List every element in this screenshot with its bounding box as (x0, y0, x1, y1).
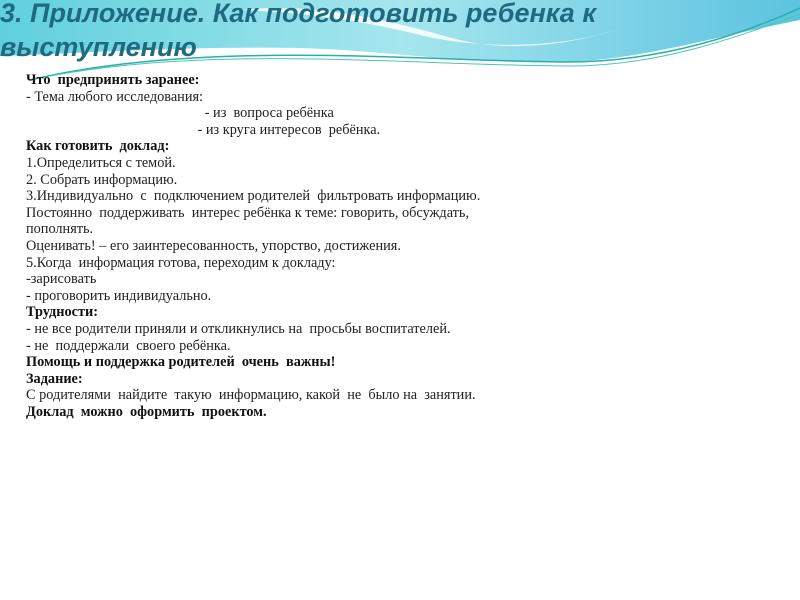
section-heading: Задание: (26, 370, 83, 387)
body-line: - Тема любого исследования: (26, 88, 204, 105)
body-line: пополнять. (26, 221, 94, 238)
body-line: 5.Когда информация готова, переходим к докладу: (26, 254, 336, 271)
section-heading: Помощь и поддержка родителей очень важны! (26, 354, 336, 371)
body-line: 2. Собрать информацию. (26, 171, 178, 188)
body-line: - не поддержали своего ребёнка. (26, 337, 231, 354)
section-heading: Как готовить доклад: (26, 138, 170, 155)
section-heading: Трудности: (26, 304, 98, 321)
body-line: Оценивать! – его заинтересованность, упорство, достижения. (26, 237, 401, 254)
body-line: - из круга интересов ребёнка. (26, 121, 381, 138)
section-heading: Доклад можно оформить проектом. (26, 403, 267, 420)
slide-body (26, 72, 666, 420)
body-line: Постоянно поддерживать интерес ребёнка к теме: говорить, обсуждать, (26, 204, 470, 221)
slide-title: 3. Приложение. Как подготовить ребенка к выступлению (0, 0, 597, 62)
section-heading: Что предпринять заранее: (26, 72, 200, 88)
body-line: - не все родители приняли и откликнулись на просьбы воспитателей. (26, 320, 451, 337)
body-line: 1.Определиться с темой. (26, 154, 176, 171)
body-line: -зарисовать (26, 271, 97, 288)
body-line: - проговорить индивидуально. (26, 287, 212, 304)
body-line: - из вопроса ребёнка (26, 105, 334, 122)
body-line: 3.Индивидуально с подключением родителей фильтровать информацию. (26, 188, 481, 205)
body-line: С родителями найдите такую информацию, какой не было на занятии. (26, 387, 476, 404)
